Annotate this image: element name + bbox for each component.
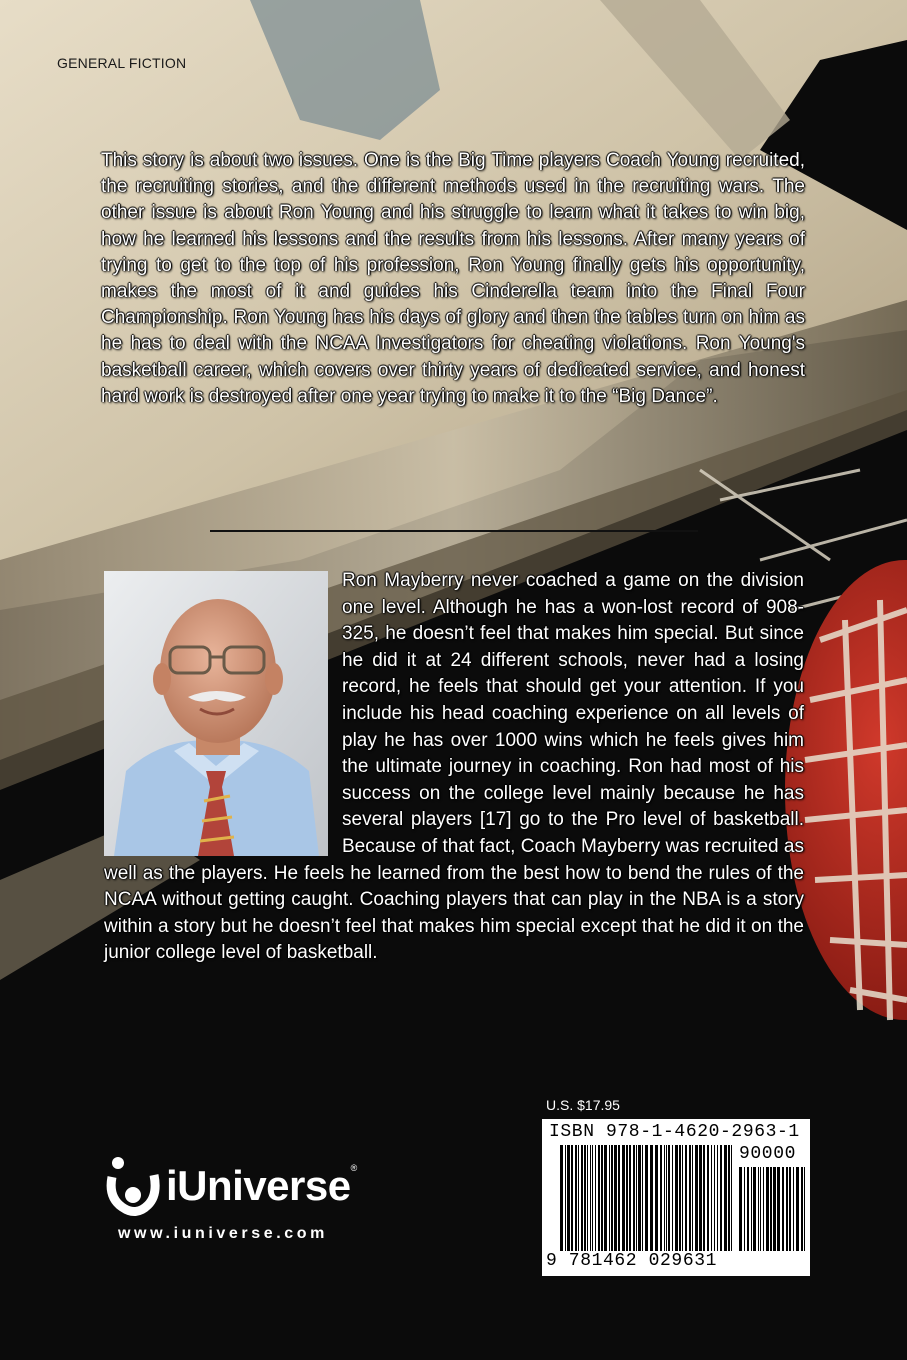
barcode-bar — [770, 1167, 772, 1251]
barcode-bar — [636, 1145, 637, 1251]
price-label: U.S. $17.95 — [546, 1097, 620, 1113]
barcode-bar — [720, 1145, 722, 1251]
book-synopsis: This story is about two issues. One is the Big Time players Coach Young recruited, the recruiting stories, and the different methods used in the recruiting wars. The other issue is about Ron Young and his struggle to learn what it takes to win big, how he learned his lessons and the results from his lessons. After many years of trying to get to the top of his profession, Ron Young finally gets his opportunity, makes the most of it and guides his Cinderella team into the Final Four Championship. Ron Young has his days of glory and then the tables turn on him as he has to deal with the NCAA Investigators for cheating violations. Ron Young's basketball career, which covers over thirty years of dedicated service, and honest hard work is destroyed after one year trying to make it to the “Big Dance”. — [101, 150, 805, 407]
isbn-number: ISBN 978-1-4620-2963-1 — [549, 1122, 800, 1142]
author-bio-text: Ron Mayberry never coached a game on the division one level. Although he has a won-lost record of 908-325, he doesn’t feel that makes him special. But since he did it at 24 different schools, never had a losing record, he feels that should get your attention. If you include his head coaching experience on all levels of play he has over 1000 wins which he feels gives him the ultimate journey in coaching. Ron had most of his success on the college level mainly because he has several players [17] go to the Pro level of basketball. Because of that fact, Coach Mayberry was recruited as well as the players. He feels he learned from the best how to bend the rules of the NCAA without getting caught. Coaching players that can play in the NBA is a story within a story but he doesn’t feel that makes him special except that he did it on the junior college level of basketball. — [104, 570, 804, 964]
barcode-bar — [711, 1145, 712, 1251]
barcode-bar — [789, 1167, 791, 1251]
barcode-bar — [618, 1145, 620, 1251]
barcode-bar — [601, 1145, 603, 1251]
barcode-bar — [744, 1167, 745, 1251]
barcode-bar — [567, 1145, 570, 1251]
barcode-bar — [675, 1145, 678, 1251]
barcode-bar — [650, 1145, 653, 1251]
ean-barcode-bars — [560, 1145, 732, 1251]
barcode-bar — [611, 1145, 613, 1251]
barcode-bar — [668, 1145, 670, 1251]
barcode-bar — [672, 1145, 673, 1251]
barcode-bar — [751, 1167, 752, 1251]
barcode-bar — [587, 1145, 588, 1251]
price-addon-code: 90000 — [739, 1144, 797, 1164]
barcode-bar — [614, 1145, 617, 1251]
barcode-bar — [604, 1145, 607, 1251]
barcode-bar — [773, 1167, 776, 1251]
barcode-bar — [753, 1167, 756, 1251]
barcode-bar — [717, 1145, 718, 1251]
barcode-bar — [565, 1145, 566, 1251]
barcode-bar — [575, 1145, 577, 1251]
barcode-bar — [689, 1145, 691, 1251]
publisher-logo — [104, 1153, 357, 1219]
barcode-bar — [560, 1145, 563, 1251]
barcode-bar — [763, 1167, 764, 1251]
barcode-bar — [642, 1145, 643, 1251]
barcode-bar — [655, 1145, 658, 1251]
barcode-bar — [731, 1145, 732, 1251]
section-divider — [210, 530, 698, 532]
barcode-bar — [758, 1167, 759, 1251]
barcode-bar — [682, 1145, 683, 1251]
iuniverse-logo-icon — [104, 1153, 162, 1219]
barcode-bar — [695, 1145, 698, 1251]
barcode-bar — [571, 1145, 573, 1251]
barcode-bar — [660, 1145, 662, 1251]
barcode-bar — [666, 1145, 667, 1251]
barcode-bar — [578, 1145, 579, 1251]
barcode-bar — [793, 1167, 794, 1251]
barcode-bar — [707, 1145, 709, 1251]
barcode-bar — [645, 1145, 648, 1251]
barcode-bar — [801, 1167, 803, 1251]
barcode-bar — [595, 1145, 596, 1251]
barcode-bar — [777, 1167, 780, 1251]
barcode-bar — [622, 1145, 625, 1251]
genre-label: GENERAL FICTION — [57, 55, 187, 71]
ean-digits: 9 781462 029631 — [546, 1251, 718, 1271]
addon-barcode-bars — [739, 1167, 805, 1251]
barcode-bar — [598, 1145, 600, 1251]
barcode-bar — [739, 1167, 742, 1251]
barcode-bar — [609, 1145, 610, 1251]
barcode-bar — [786, 1167, 788, 1251]
barcode-bar — [638, 1145, 641, 1251]
barcode-bar — [581, 1145, 583, 1251]
barcode-bar — [699, 1145, 702, 1251]
barcode-bar — [679, 1145, 681, 1251]
photo-wrap-spacer — [104, 568, 342, 860]
barcode-bar — [760, 1167, 761, 1251]
barcode-bar — [584, 1145, 586, 1251]
barcode-bar — [804, 1167, 805, 1251]
barcode-bar — [703, 1145, 705, 1251]
publisher-name: iUniverse — [166, 1162, 351, 1209]
publisher-website: www.iuniverse.com — [118, 1225, 328, 1242]
barcode-bar — [724, 1145, 727, 1251]
barcode-bar — [714, 1145, 715, 1251]
barcode-bar — [685, 1145, 687, 1251]
isbn-barcode — [542, 1119, 810, 1276]
barcode-bar — [629, 1145, 631, 1251]
barcode-bar — [692, 1145, 693, 1251]
registered-mark-icon: ® — [350, 1163, 358, 1173]
barcode-bar — [590, 1145, 591, 1251]
barcode-bar — [796, 1167, 799, 1251]
barcode-bar — [782, 1167, 784, 1251]
barcode-bar — [766, 1167, 769, 1251]
barcode-bar — [633, 1145, 635, 1251]
barcode-bar — [664, 1145, 665, 1251]
barcode-bar — [728, 1145, 730, 1251]
barcode-bar — [592, 1145, 593, 1251]
barcode-bar — [747, 1167, 749, 1251]
barcode-bar — [626, 1145, 628, 1251]
author-biography — [104, 568, 804, 967]
